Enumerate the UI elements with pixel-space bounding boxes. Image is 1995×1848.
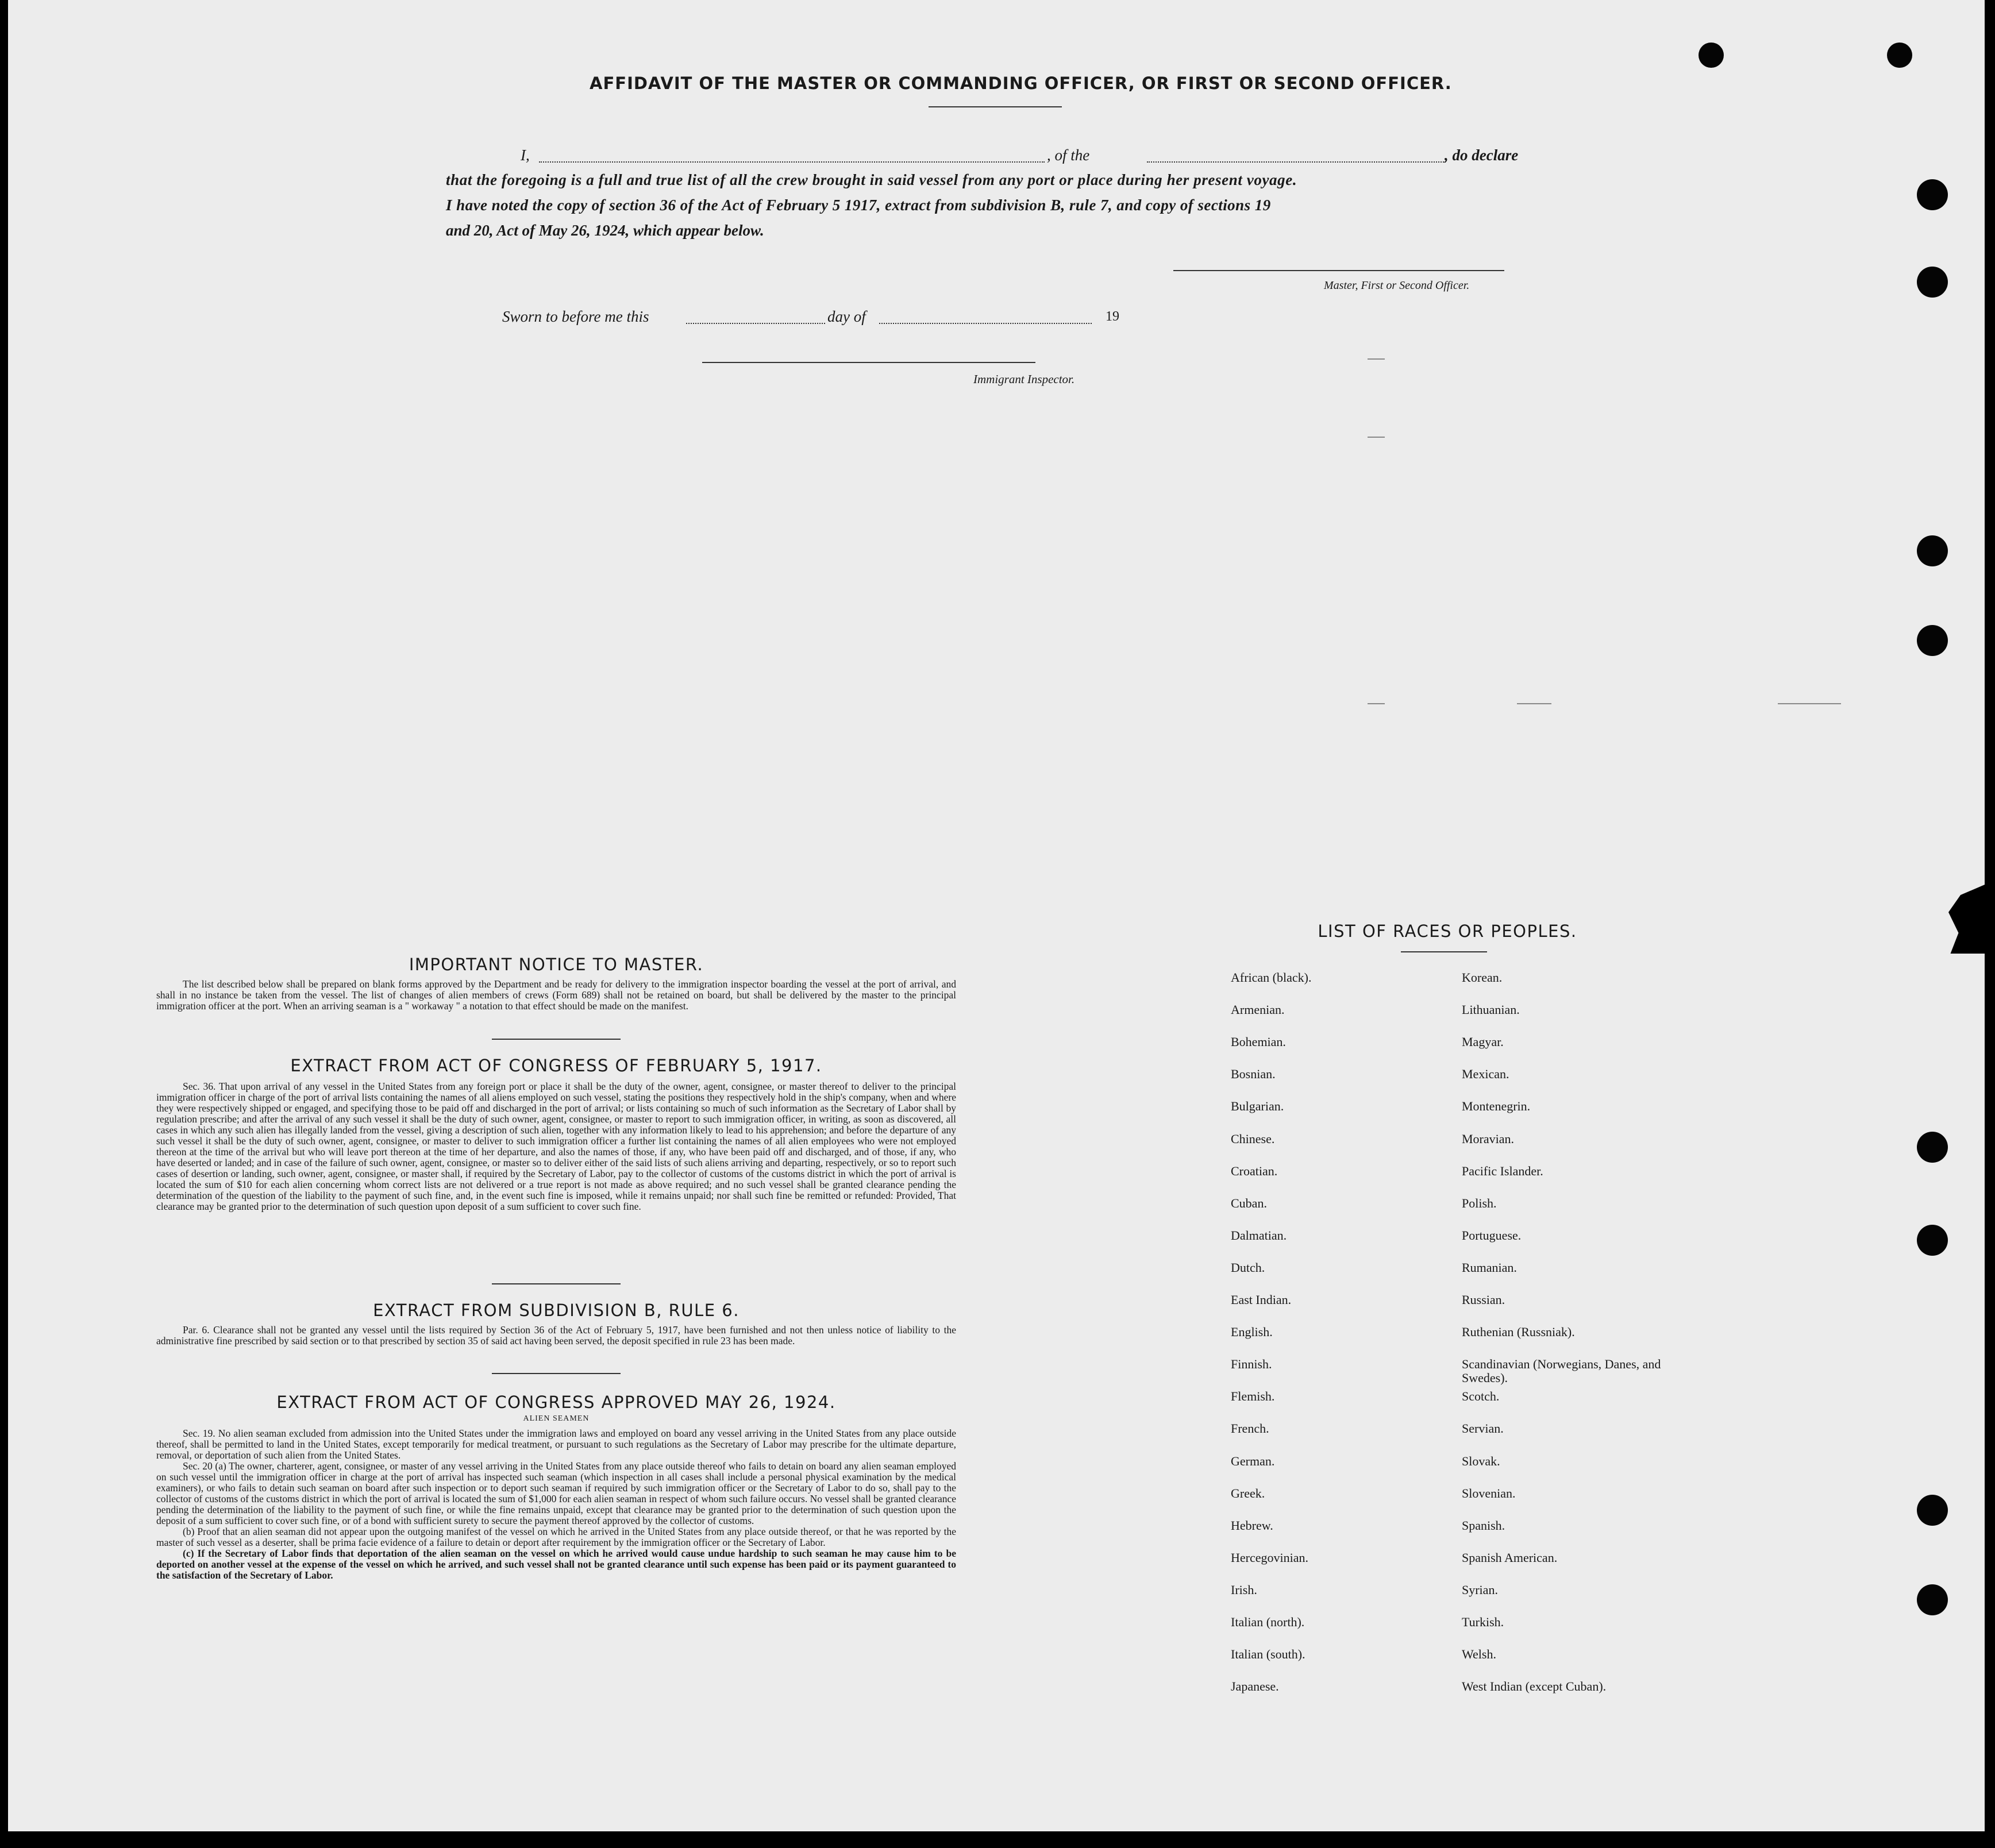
race-item: Ruthenian (Russniak).: [1462, 1325, 1575, 1339]
affidavit-line-3: I have noted the copy of section 36 of the Act of February 5 1917, extract from subdivision B, rule 7, and copy of sections 19: [446, 196, 1271, 214]
scan-mark: [1778, 703, 1841, 704]
name-blank: [539, 161, 1045, 163]
punch-hole: [1917, 267, 1948, 298]
affidavit-of-the: , of the: [1047, 146, 1090, 164]
sworn-day-of: day of: [827, 308, 866, 325]
punch-hole: [1917, 625, 1948, 656]
race-item: Slovenian.: [1462, 1486, 1516, 1500]
inspector-signature-line: [702, 362, 1035, 363]
rule6-text: [156, 1325, 956, 1347]
sec19-paragraph: Sec. 19. No alien seaman excluded from admission into the United States under the immigration laws and employed on board any vessel arriving in the United States from any place outside thereof, shall be permitted to land in the United States, except temporarily for medical treatment, or pursuant to such regulations as the Secretary of Labor may prescribe for the ultimate departure, removal, or deportation of such alien from the United States.: [156, 1428, 956, 1461]
sworn-month-blank: [879, 323, 1092, 324]
race-item: Magyar.: [1462, 1035, 1504, 1049]
race-item: Pacific Islander.: [1462, 1164, 1543, 1178]
scan-mark: [1368, 358, 1385, 360]
extract-1924-subtitle: ALIEN SEAMEN: [523, 1414, 590, 1423]
section-divider: [492, 1373, 621, 1374]
race-item: Cuban.: [1231, 1196, 1267, 1210]
race-item: Italian (south).: [1231, 1647, 1305, 1661]
race-item: Scotch.: [1462, 1389, 1500, 1403]
race-item: Bosnian.: [1231, 1067, 1276, 1081]
race-item: Spanish American.: [1462, 1550, 1558, 1565]
sworn-prefix: Sworn to before me this: [502, 308, 649, 325]
punch-hole: [1699, 43, 1724, 68]
race-item: German.: [1231, 1454, 1275, 1468]
notice-paragraph: The list described below shall be prepared on blank forms approved by the Department and be ready for delivery to the immigration inspector boarding the vessel at the port of arrival, and shall in no instance be taken from the vessel. The list of changes of alien members of crews (Form 689) shall not be retained on board, but shall be delivered by the master to the principal immigration officer at the port. When an arriving seaman is a " workaway " a notation to that effect should be made on the manifest.: [156, 978, 956, 1012]
race-item: East Indian.: [1231, 1293, 1292, 1307]
race-item: Bulgarian.: [1231, 1099, 1284, 1113]
races-title: LIST OF RACES OR PEOPLES.: [1318, 921, 1577, 941]
race-item: African (black).: [1231, 970, 1312, 985]
race-item: Portuguese.: [1462, 1228, 1522, 1243]
race-item: Russian.: [1462, 1293, 1505, 1307]
race-item: Flemish.: [1231, 1389, 1275, 1403]
race-item: Bohemian.: [1231, 1035, 1286, 1049]
race-item: French.: [1231, 1421, 1269, 1436]
race-item: Armenian.: [1231, 1002, 1285, 1017]
scan-mark: [1368, 703, 1385, 704]
extract-1924-title: EXTRACT FROM ACT OF CONGRESS APPROVED MAY 26, 1924.: [276, 1392, 836, 1412]
race-item: Dalmatian.: [1231, 1228, 1287, 1243]
extract-1924-text: [156, 1428, 956, 1581]
master-signature-line: [1173, 270, 1504, 271]
punch-hole: [1917, 1132, 1948, 1163]
punch-hole: [1917, 1225, 1948, 1256]
punch-hole: [1917, 1584, 1948, 1615]
race-item: Italian (north).: [1231, 1615, 1305, 1629]
race-item: West Indian (except Cuban).: [1462, 1679, 1607, 1693]
race-item: Croatian.: [1231, 1164, 1278, 1178]
affidavit-title: AFFIDAVIT OF THE MASTER OR COMMANDING OFFICER, OR FIRST OR SECOND OFFICER.: [590, 74, 1452, 93]
race-item: Lithuanian.: [1462, 1002, 1520, 1017]
extract-1917-paragraph: Sec. 36. That upon arrival of any vessel in the United States from any foreign port or place it shall be the duty of the owner, agent, consignee, or master thereof to deliver to the principal immigration officer in charge of the port of arrival lists containing the names of all aliens employed on such vessel, stating the positions they respectively hold in the ship's company, when and where they were respectively shipped or engaged, and specifying those to be paid off and discharged in the port of arrival; or lists containing so much of such information as the Secretary of Labor shall by regulation prescribe; and after the arrival of any such vessel it shall be the duty of such owner, agent, consignee, or master to report to such immigration officer, in writing, as soon as discovered, all cases in which any such alien has illegally landed from the vessel, giving a description of such alien, together with any information likely to lead to his apprehension; and before the departure of any such vessel it shall be the duty of such owner, agent, consignee, or master to deliver to such immigration officer a further list containing the names of all alien employees who were not employed thereon at the time of the arrival but who will leave port thereon at the time of her departure, and also the names of those, if any, who have been paid off and discharged, and of those, if any, who have deserted or landed; and in case of the failure of such owner, agent, consignee, or master so to deliver either of the said lists of such aliens arriving and departing, respectively, or so to report such cases of desertion or landing, such owner, agent, consignee, or master shall, if required by the Secretary of Labor, pay to the collector of customs of the customs district in which the port of arrival is located the sum of $10 for each alien concerning whom correct lists are not delivered or a true report is not made as above required; and no such vessel shall be granted clearance pending the determination of the question of the liability to the payment of such fine, and, in the event such fine is imposed, while it remains unpaid; nor shall such fine be remitted or refunded: Provided, That clearance may be granted prior to the determination of such question upon deposit of a sum sufficient to cover such fine.: [156, 1081, 956, 1212]
master-signature-caption: Master, First or Second Officer.: [1324, 279, 1470, 292]
sworn-date-blank: [686, 323, 825, 324]
sec20c-paragraph: (c) If the Secretary of Labor finds that deportation of the alien seaman on the vessel on which he arrived would cause undue hardship to such seaman he may cause him to be deported on another vessel at the expense of the vessel on which he arrived, and such vessel shall not be granted clearance until such expense has been paid or its payment guaranteed to the satisfaction of the Secretary of Labor.: [156, 1548, 956, 1581]
races-title-underline: [1401, 951, 1487, 952]
sec20b-paragraph: (b) Proof that an alien seaman did not appear upon the outgoing manifest of the vessel on which he arrived in the United States from any place outside thereof, or that he was reported by the master of such vessel as a deserter, shall be prima facie evidence of a failure to detain or deport after requirement by the immigration officer or the Secretary of Labor.: [156, 1526, 956, 1548]
race-item: Japanese.: [1231, 1679, 1279, 1693]
race-item: Moravian.: [1462, 1132, 1515, 1146]
race-item: Welsh.: [1462, 1647, 1496, 1661]
race-item: English.: [1231, 1325, 1273, 1339]
punch-hole: [1917, 535, 1948, 566]
race-item: Mexican.: [1462, 1067, 1509, 1081]
document-page: [8, 0, 1985, 1831]
extract-1917-title: EXTRACT FROM ACT OF CONGRESS OF FEBRUARY 5, 1917.: [290, 1056, 822, 1075]
race-item: Montenegrin.: [1462, 1099, 1531, 1113]
extract-1917-text: [156, 1081, 956, 1212]
affidavit-line-2: that the foregoing is a full and true list of all the crew brought in said vessel from any port or place during her present voyage.: [446, 171, 1297, 188]
race-item: Finnish.: [1231, 1357, 1272, 1371]
race-item: Rumanian.: [1462, 1260, 1517, 1275]
section-divider: [492, 1039, 621, 1040]
affidavit-do-declare: , do declare: [1445, 146, 1519, 164]
affidavit-line-4: and 20, Act of May 26, 1924, which appear below.: [446, 222, 764, 239]
race-item: Polish.: [1462, 1196, 1497, 1210]
torn-edge: [1944, 885, 1985, 954]
race-item: Scandinavian (Norwegians, Danes, and Swedes).: [1462, 1357, 1661, 1385]
race-item: Syrian.: [1462, 1583, 1498, 1597]
notice-text: [156, 979, 956, 1012]
race-item: Servian.: [1462, 1421, 1504, 1436]
punch-hole: [1917, 179, 1948, 210]
race-item: Spanish.: [1462, 1518, 1505, 1533]
race-item: Dutch.: [1231, 1260, 1265, 1275]
race-item: Korean.: [1462, 970, 1503, 985]
race-item: Greek.: [1231, 1486, 1265, 1500]
race-item: Hebrew.: [1231, 1518, 1273, 1533]
race-item: Turkish.: [1462, 1615, 1504, 1629]
sec20a-paragraph: Sec. 20 (a) The owner, charterer, agent, consignee, or master of any vessel arriving in the United States from any place outside thereof who fails to detain on board any alien seaman employed on such vessel until the immigration officer in charge at the port of arrival has inspected such seaman (which inspection in all cases shall include a personal physical examination by the medical examiners), or who fails to detain such seaman on board after such inspection or to deport such seaman if required by such immigration officer or the Secretary of Labor to do so, shall pay to the collector of customs of the customs district in which the port of arrival is located the sum of $1,000 for each alien seaman in respect of whom such failure occurs. No vessel shall be granted clearance pending the determination of the liability to the payment of such fine, or while the fine remains unpaid, except that clearance may be granted prior to the determination of such question upon the deposit of a sum sufficient to cover such fine, or of a bond with sufficient surety to secure the payment thereof approved by the collector of customs.: [156, 1460, 956, 1526]
title-underline: [929, 106, 1062, 107]
rule6-title: EXTRACT FROM SUBDIVISION B, RULE 6.: [373, 1301, 740, 1320]
race-item: Irish.: [1231, 1583, 1257, 1597]
race-item: Slovak.: [1462, 1454, 1500, 1468]
section-divider: [492, 1283, 621, 1284]
notice-title: IMPORTANT NOTICE TO MASTER.: [409, 955, 704, 974]
punch-hole: [1917, 1495, 1948, 1526]
rule6-paragraph: Par. 6. Clearance shall not be granted any vessel until the lists required by Section 36 of the Act of February 5, 1917, have been furnished and not then unless notice of liability to the administrative fine prescribed by said section or to that prescribed by section 35 of said act having been served, the deposit specified in rule 23 has been made.: [156, 1324, 956, 1347]
affidavit-i: I,: [521, 146, 530, 164]
scan-mark: [1368, 437, 1385, 438]
punch-hole: [1887, 43, 1912, 68]
sworn-year: 19: [1106, 309, 1119, 324]
vessel-blank: [1147, 161, 1446, 163]
race-item: Hercegovinian.: [1231, 1550, 1308, 1565]
inspector-signature-caption: Immigrant Inspector.: [973, 372, 1075, 386]
scan-mark: [1517, 703, 1551, 704]
race-item: Chinese.: [1231, 1132, 1275, 1146]
